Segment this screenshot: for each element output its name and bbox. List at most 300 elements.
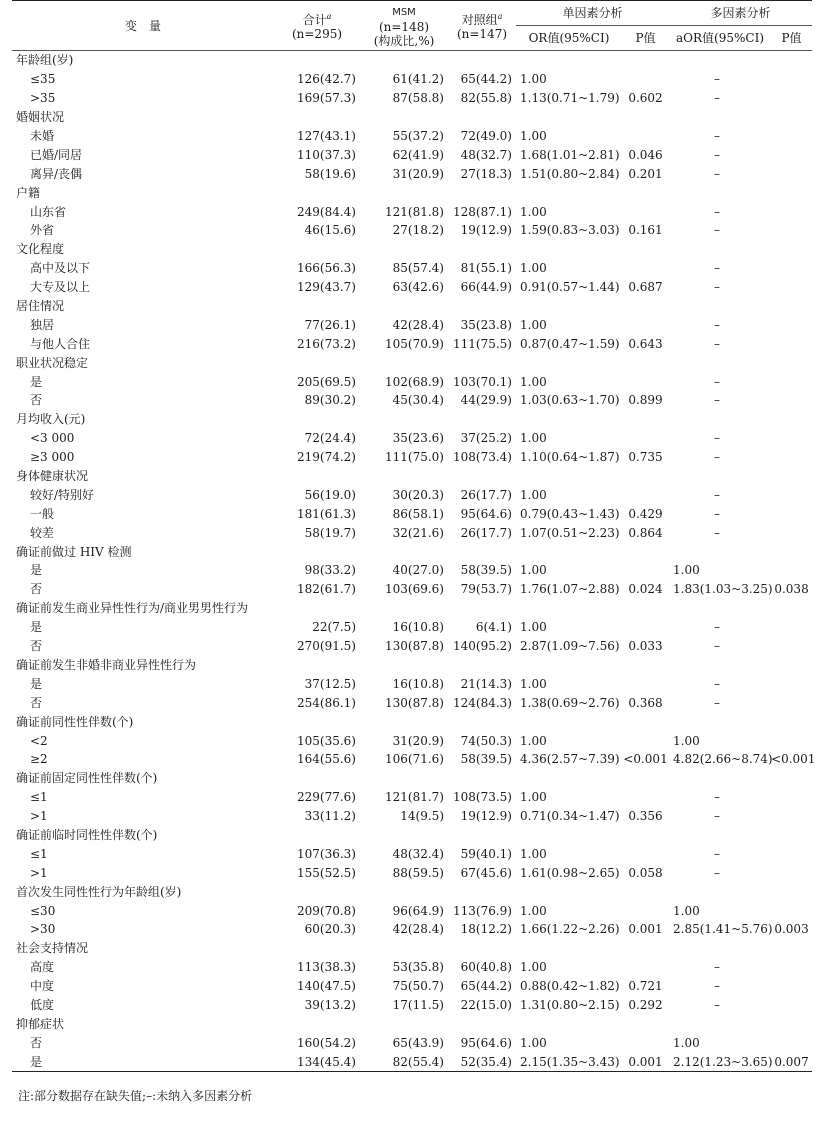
or-cell: 1.76(1.07~2.88) [520, 582, 620, 597]
footnote: 注:部分数据存在缺失值;–:未纳入多因素分析 [18, 1089, 253, 1103]
aor-cell [669, 51, 771, 70]
p-cell [622, 127, 669, 146]
variable-cell: ≤1 [30, 790, 48, 805]
control-cell: 66(44.9) [460, 280, 512, 295]
msm-cell: 40(27.0) [392, 563, 444, 578]
total-cell [274, 108, 360, 127]
p-cell [622, 542, 669, 561]
or-cell: 1.00 [520, 960, 547, 975]
total-cell: 134(45.4) [274, 1052, 360, 1071]
category-row [12, 183, 812, 202]
msm-cell [360, 656, 448, 675]
msm-cell [360, 599, 448, 618]
table-row [12, 145, 812, 164]
p-cell: 0.899 [628, 393, 663, 408]
header-univariate: 单因素分析 [516, 1, 669, 26]
header-ap: P值 [771, 26, 812, 51]
control-cell: 44(29.9) [460, 393, 512, 408]
msm-cell: 96(64.9) [392, 903, 444, 918]
header-aor: aOR值(95%CI) [669, 26, 771, 51]
or-cell [516, 410, 622, 429]
aor-cell [669, 410, 771, 429]
control-cell: 67(45.6) [460, 865, 512, 880]
variable-cell: 是 [30, 374, 43, 389]
ap-cell [771, 372, 812, 391]
ap-cell [771, 561, 812, 580]
variable-cell: 否 [30, 1035, 43, 1050]
p-cell: 0.429 [628, 506, 663, 521]
variable-cell: 未婚 [30, 129, 55, 143]
p-cell: <0.001 [623, 752, 668, 767]
msm-cell: 42(28.4) [392, 922, 444, 937]
variable-cell: 较好/特别好 [30, 487, 95, 502]
table-row [12, 221, 812, 240]
ap-cell: 0.003 [774, 922, 809, 937]
p-cell: 0.292 [628, 997, 663, 1012]
variable-cell: 低度 [30, 997, 55, 1012]
p-cell [622, 901, 669, 920]
or-cell [516, 297, 622, 316]
or-cell [516, 542, 622, 561]
aor-cell [669, 882, 771, 901]
total-cell: 129(43.7) [297, 280, 356, 295]
ap-cell [771, 1014, 812, 1033]
p-cell: 0.058 [628, 865, 663, 880]
msm-cell [360, 108, 448, 127]
ap-cell: <0.001 [771, 752, 816, 767]
variable-cell: 确证前发生非婚非商业异性性行为 [16, 657, 197, 672]
msm-cell: 121(81.8) [385, 204, 444, 219]
ap-cell [771, 523, 812, 542]
msm-cell: 48(32.4) [392, 846, 444, 861]
aor-cell: 1.00 [673, 903, 700, 918]
variable-cell: 确证前发生商业异性性行为/商业男男性行为 [16, 601, 249, 616]
ap-cell [771, 731, 812, 750]
control-cell [448, 353, 516, 372]
control-cell [448, 467, 516, 486]
or-cell: 1.13(0.71~1.79) [520, 91, 620, 106]
table-row [12, 485, 812, 504]
table-container [12, 0, 816, 1072]
total-cell: 166(56.3) [297, 261, 356, 276]
msm-cell [360, 183, 448, 202]
msm-cell: 45(30.4) [392, 393, 444, 408]
msm-cell [360, 51, 448, 70]
table-row [12, 561, 812, 580]
variable-cell: 居住情况 [16, 299, 65, 314]
aor-cell: – [714, 280, 721, 295]
aor-cell: 2.85(1.41~5.76) [673, 922, 773, 937]
aor-cell [669, 826, 771, 845]
p-cell [622, 656, 669, 675]
or-cell: 1.00 [520, 1035, 547, 1050]
ap-cell [771, 674, 812, 693]
control-cell: 82(55.8) [460, 91, 512, 106]
or-cell [516, 939, 622, 958]
category-row [12, 826, 812, 845]
msm-cell: 31(20.9) [392, 733, 444, 748]
control-cell [448, 939, 516, 958]
table-row [12, 259, 812, 278]
ap-cell [771, 51, 812, 70]
variable-cell: ≤30 [30, 903, 56, 918]
aor-cell [669, 656, 771, 675]
or-cell: 1.59(0.83~3.03) [520, 223, 620, 238]
ap-cell [771, 448, 812, 467]
variable-cell: 社会支持情况 [16, 941, 89, 956]
control-cell [448, 656, 516, 675]
p-cell: 0.046 [628, 147, 663, 162]
msm-cell [360, 882, 448, 901]
or-cell: 0.91(0.57~1.44) [520, 280, 620, 295]
or-cell: 1.00 [520, 487, 547, 502]
aor-cell: 1.00 [673, 563, 700, 578]
msm-cell: 102(68.9) [385, 374, 444, 389]
msm-cell [360, 1014, 448, 1033]
ap-cell [771, 958, 812, 977]
or-cell: 0.87(0.47~1.59) [520, 336, 620, 351]
p-cell [622, 372, 669, 391]
variable-cell: 大专及以上 [30, 280, 91, 295]
ap-cell [771, 240, 812, 259]
total-cell [274, 826, 360, 845]
table-row [12, 977, 812, 996]
aor-cell: – [714, 261, 721, 276]
msm-cell [360, 297, 448, 316]
control-cell: 26(17.7) [460, 487, 512, 502]
total-cell: 169(57.3) [297, 91, 356, 106]
total-cell: 37(12.5) [304, 676, 356, 691]
total-cell [274, 939, 360, 958]
p-cell: 0.368 [628, 695, 663, 710]
table-row [12, 788, 812, 807]
aor-cell: – [714, 317, 721, 332]
ap-cell: 0.038 [774, 582, 809, 597]
table-row [12, 674, 812, 693]
aor-cell: – [714, 147, 721, 162]
or-cell: 1.10(0.64~1.87) [520, 450, 620, 465]
control-cell [448, 882, 516, 901]
total-cell [274, 353, 360, 372]
control-cell: 111(75.5) [453, 336, 512, 351]
or-cell: 1.38(0.69~2.76) [520, 695, 620, 710]
ap-cell [771, 89, 812, 108]
variable-cell: 否 [30, 582, 43, 597]
p-cell [622, 826, 669, 845]
msm-cell: 106(71.6) [385, 752, 444, 767]
control-cell: 22(15.0) [460, 997, 512, 1012]
table-row [12, 750, 812, 769]
table-row [12, 202, 812, 221]
control-cell: 65(44.2) [460, 72, 512, 87]
control-cell [448, 769, 516, 788]
p-cell: 0.201 [628, 166, 663, 181]
p-cell: 0.161 [628, 223, 663, 238]
msm-cell [360, 410, 448, 429]
aor-cell [669, 353, 771, 372]
msm-cell: 35(23.6) [392, 431, 444, 446]
p-cell [622, 958, 669, 977]
table-row [12, 164, 812, 183]
or-cell: 1.68(1.01~2.81) [520, 147, 620, 162]
msm-cell: 31(20.9) [392, 166, 444, 181]
total-cell: 60(20.3) [304, 922, 356, 937]
variable-cell: >35 [30, 91, 56, 106]
msm-cell: 130(87.8) [385, 695, 444, 710]
aor-cell: – [714, 979, 721, 994]
variable-cell: 是 [30, 620, 43, 635]
p-cell [622, 788, 669, 807]
p-cell [622, 70, 669, 89]
variable-cell: 外省 [30, 223, 55, 238]
total-cell: 182(61.7) [297, 582, 356, 597]
header-total: 合计$^a$ (n=295) [274, 1, 360, 51]
ap-cell [771, 618, 812, 637]
msm-cell [360, 769, 448, 788]
variable-cell: 否 [30, 393, 43, 408]
variable-cell: 独居 [30, 317, 55, 332]
category-row [12, 542, 812, 561]
aor-cell: – [714, 809, 721, 824]
control-cell: 103(70.1) [453, 374, 512, 389]
ap-cell [771, 769, 812, 788]
table-row [12, 844, 812, 863]
p-cell [622, 561, 669, 580]
p-cell [622, 51, 669, 70]
control-cell [448, 297, 516, 316]
category-row [12, 769, 812, 788]
control-cell [448, 51, 516, 70]
or-cell [516, 599, 622, 618]
header-p: P值 [622, 26, 669, 51]
category-row [12, 656, 812, 675]
table-row [12, 89, 812, 108]
total-cell: 58(19.7) [304, 525, 356, 540]
table-header [12, 1, 812, 51]
or-cell [516, 769, 622, 788]
table-row [12, 127, 812, 146]
aor-cell: – [714, 166, 721, 181]
category-row [12, 939, 812, 958]
or-cell: 1.66(1.22~2.26) [520, 922, 620, 937]
variable-cell: 高度 [30, 960, 55, 975]
aor-cell: – [714, 72, 721, 87]
table-row [12, 901, 812, 920]
ap-cell [771, 410, 812, 429]
variable-cell: 高中及以下 [30, 261, 91, 276]
msm-cell: 87(58.8) [392, 91, 444, 106]
msm-cell: 16(10.8) [392, 676, 444, 691]
ap-cell [771, 542, 812, 561]
or-cell [516, 183, 622, 202]
p-cell [622, 674, 669, 693]
variable-cell: <3 000 [30, 431, 75, 446]
p-cell [622, 1033, 669, 1052]
aor-cell: – [714, 639, 721, 654]
table-row [12, 580, 812, 599]
variable-cell: 离异/丧偶 [30, 166, 83, 181]
variable-cell: 山东省 [30, 204, 67, 219]
p-cell: 0.356 [628, 809, 663, 824]
header-multivariate: 多因素分析 [669, 1, 812, 26]
total-cell: 254(86.1) [297, 695, 356, 710]
or-cell: 1.00 [520, 431, 547, 446]
or-cell [516, 1014, 622, 1033]
aor-cell: – [714, 620, 721, 635]
ap-cell [771, 901, 812, 920]
total-cell: 160(54.2) [297, 1035, 356, 1050]
p-cell [622, 183, 669, 202]
total-cell: 39(13.2) [304, 997, 356, 1012]
aor-cell: 2.12(1.23~3.65) [669, 1052, 771, 1071]
or-cell: 1.00 [520, 676, 547, 691]
aor-cell: – [714, 393, 721, 408]
ap-cell [771, 221, 812, 240]
control-cell: 37(25.2) [460, 431, 512, 446]
control-cell: 65(44.2) [460, 979, 512, 994]
control-cell: 74(50.3) [460, 733, 512, 748]
category-row [12, 712, 812, 731]
variable-cell: 一般 [30, 506, 55, 521]
p-cell: 0.024 [628, 582, 663, 597]
aor-cell: – [714, 450, 721, 465]
or-cell: 1.31(0.80~2.15) [520, 997, 620, 1012]
ap-cell [771, 693, 812, 712]
msm-cell: 32(21.6) [392, 525, 444, 540]
total-cell: 229(77.6) [297, 790, 356, 805]
p-cell [622, 844, 669, 863]
ap-cell [771, 467, 812, 486]
variable-cell: 身体健康状况 [16, 469, 89, 484]
or-cell [516, 712, 622, 731]
total-cell: 155(52.5) [297, 865, 356, 880]
ap-cell [771, 391, 812, 410]
category-row [12, 51, 812, 70]
or-cell: 1.61(0.98~2.65) [520, 865, 620, 880]
control-cell: 124(84.3) [453, 695, 512, 710]
total-cell [274, 297, 360, 316]
or-cell: 1.00 [520, 846, 547, 861]
ap-cell [771, 637, 812, 656]
ap-cell [771, 996, 812, 1015]
table-row [12, 504, 812, 523]
variable-cell: 已婚/同居 [30, 147, 83, 162]
ap-cell [771, 164, 812, 183]
control-cell: 81(55.1) [460, 261, 512, 276]
p-cell [622, 1014, 669, 1033]
p-cell [622, 240, 669, 259]
ap-cell [771, 712, 812, 731]
total-cell [274, 183, 360, 202]
msm-cell [360, 712, 448, 731]
p-cell [622, 315, 669, 334]
total-cell: 164(55.6) [297, 752, 356, 767]
category-row [12, 882, 812, 901]
ap-cell [771, 334, 812, 353]
aor-cell: – [714, 997, 721, 1012]
category-row [12, 240, 812, 259]
p-cell: 0.735 [628, 450, 663, 465]
category-row [12, 467, 812, 486]
p-cell [622, 297, 669, 316]
msm-cell: 86(58.1) [392, 506, 444, 521]
variable-cell: <2 [30, 733, 48, 748]
ap-cell [771, 108, 812, 127]
control-cell [448, 410, 516, 429]
total-cell [274, 240, 360, 259]
ap-cell [771, 127, 812, 146]
p-cell [622, 410, 669, 429]
table-row [12, 863, 812, 882]
control-cell: 52(35.4) [448, 1052, 516, 1071]
table-row [12, 731, 812, 750]
control-cell: 48(32.7) [460, 147, 512, 162]
variable-cell: 首次发生同性性行为年龄组(岁) [16, 884, 182, 899]
aor-cell: – [714, 374, 721, 389]
ap-cell [771, 788, 812, 807]
table-row [12, 618, 812, 637]
ap-cell [771, 485, 812, 504]
or-cell [516, 467, 622, 486]
total-cell: 270(91.5) [297, 639, 356, 654]
msm-cell: 61(41.2) [392, 72, 444, 87]
total-cell [274, 410, 360, 429]
or-cell [516, 826, 622, 845]
variable-cell: >1 [30, 865, 48, 880]
variable-cell: >30 [30, 922, 56, 937]
ap-cell [771, 202, 812, 221]
aor-cell: – [714, 336, 721, 351]
variable-cell: 较差 [30, 525, 55, 540]
or-cell: 2.87(1.09~7.56) [520, 639, 620, 654]
total-cell: 216(73.2) [297, 336, 356, 351]
aor-cell: – [714, 431, 721, 446]
aor-cell [669, 183, 771, 202]
aor-cell [669, 240, 771, 259]
total-cell: 110(37.3) [297, 147, 356, 162]
total-cell: 22(7.5) [312, 620, 356, 635]
category-row [12, 353, 812, 372]
msm-cell: 30(20.3) [392, 487, 444, 502]
ap-cell [771, 599, 812, 618]
ap-cell [771, 1033, 812, 1052]
control-cell: 58(39.5) [460, 752, 512, 767]
aor-cell [669, 542, 771, 561]
total-cell [274, 1014, 360, 1033]
or-cell [516, 51, 622, 70]
control-cell: 21(14.3) [460, 676, 512, 691]
ap-cell [771, 353, 812, 372]
control-cell: 18(12.2) [460, 922, 512, 937]
msm-cell [360, 826, 448, 845]
or-cell: 1.51(0.80~2.84) [520, 166, 620, 181]
variable-cell: 是 [30, 676, 43, 691]
ap-cell [771, 183, 812, 202]
total-cell: 46(15.6) [304, 223, 356, 238]
aor-cell [669, 939, 771, 958]
p-cell: 0.864 [628, 525, 663, 540]
variable-cell: 否 [30, 639, 43, 654]
msm-cell: 63(42.6) [392, 280, 444, 295]
control-cell [448, 1014, 516, 1033]
ap-cell [771, 145, 812, 164]
control-cell: 6(4.1) [475, 620, 512, 635]
aor-cell [669, 467, 771, 486]
aor-cell: 4.82(2.66~8.74) [673, 752, 773, 767]
control-cell: 19(12.9) [460, 809, 512, 824]
or-cell: 1.00 [520, 261, 547, 276]
total-cell [274, 51, 360, 70]
